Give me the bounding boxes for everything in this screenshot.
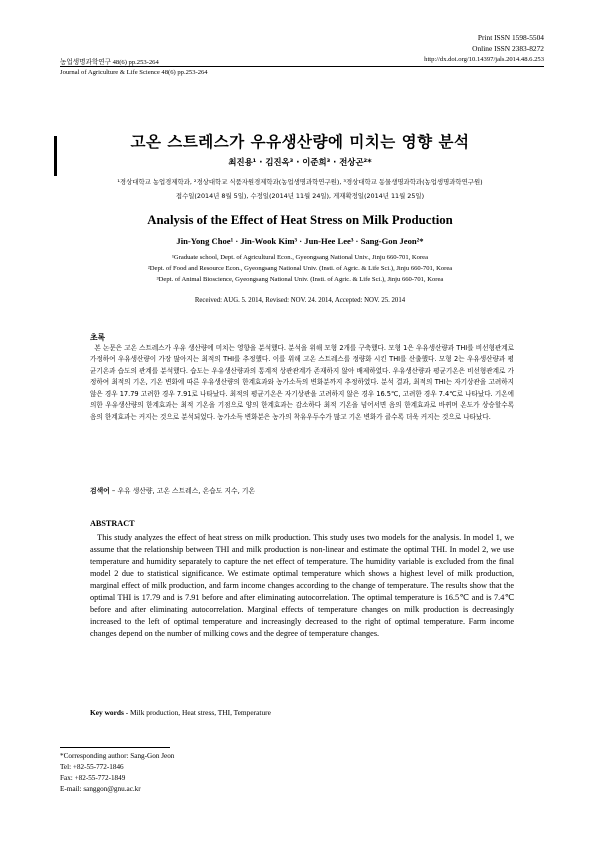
english-authors: Jin-Yong Choe¹ · Jin-Wook Kim³ · Jun-Hee Lee³ · Sang-Gon Jeon²* [176,236,424,246]
english-abstract-text: This study analyzes the effect of heat stress on milk production. This study uses two models for the analysis. In model 1, we assume that the relationship between THI and milk production is non-linear and estimate the optimal THI. In model 2, we use temperature and humidity separately to capture the net effect of temperature. The humidity variable is excluded from the final model 2 due to statistical significance. We estimate optimal temperature which shows a highest level of milk production, marginal effect of milk production, and farm income changes according to the change of temperature. The results show that the optimal THI is 17.79 and is 7.91 before and after eliminating autocorrelation. The optimal temperature is 16.5℃ and is 7.4℃ before and after eliminating autocorrelation. Marginal effects of temperature changes on milk production is decreasingly increased to the left of optimal temperature and increasingly decreased to the right of optimal temperature. Farm income changes depend on the number of milking cows and the degree of temperature changes. [90,533,514,639]
header-divider [60,66,544,67]
english-title: Analysis of the Effect of Heat Stress on Milk Production [147,213,453,227]
korean-dates: 접수일(2014년 8월 5일), 수정일(2014년 11월 24일), 게재확정일(2014년 11월 25일) [175,192,425,200]
korean-keywords: 검색어 – 우유 생산량, 고온 스트레스, 온습도 지수, 기온 [90,487,256,495]
footnote [60,751,174,795]
korean-abstract-body [90,343,514,423]
korean-abstract-text: 본 논문은 고온 스트레스가 우유 생산량에 미치는 영향을 분석했다. 분석을 위해 모형 2개를 구축했다. 모형 1은 우유생산량과 THI를 비선형관계로 가정하여 우유생산량이 가장 많아지는 최적의 THI를 추정했다. 이를 위해 고온 스트레스를 정량화 시킨 THI를 산출했다. 모형 2는 우유생산량과 평균기온과 습도의 관계를 분석했다. 습도는 우유생산량과의 통계적 상관관계가 존재하지 않아 배제하였다. 우유생산량과 평균기온은 비선형관계로 가정하여 최적의 기온, 기온 변화에 따른 우유생산량의 한계효과와 농가소득의 변화분까지 추정하였다. 분석 결과, 최적의 THI는 자기상관을 고려하지 않은 경우 17.79 고려한 경우 7.91로 나타났다. 최적의 평균기온은 자기상관을 고려하지 않은 경우 16.5℃, 고려한 경우 7.4℃로 나타났다. 기온에 의한 우유생산량의 한계효과는 최적 기온을 기점으로 양의 한계효과는 감소하다 최적 기온을 넘어서면 음의 한계효과로 바뀌며 온도가 상승할수록 음의 한계효과는 커지는 것으로 분석되었다. 농가소득 변화분은 농가의 착유우두수가 많고 기온 변화가 클수록 더욱 커지는 것으로 나타났다. [90,344,514,421]
english-affiliation-3: ³Dept. of Animal Bioscience, Gyeongsang National Univ. (Insti. of Agric. & Life Sci.), Jinju 660-701, Korea [156,276,444,283]
korean-title: 고온 스트레스가 우유생산량에 미치는 영향 분석 [130,133,470,151]
english-abstract-body [90,532,514,640]
english-affiliation-2: ²Dept. of Food and Resource Econ., Gyeongsang National Univ. (Insti. of Agric. & Life Sci.), Jinju 660-701, Korea [147,265,453,272]
doi-link[interactable]: http://dx.doi.org/10.14397/jals.2014.48.6.253 [424,56,544,63]
korean-authors: 최진용¹ · 김진옥³ · 이준희³ · 전상곤²* [228,157,372,167]
english-keywords: Key words - Milk production, Heat stress, THI, Temperature [90,708,271,717]
english-affiliation-1: ¹Graduate school, Dept. of Agricultural Econ., Gyeongsang National Univ., Jinju 660-701, Korea [171,254,429,261]
author-email[interactable]: E-mail: sanggon@gnu.ac.kr [60,785,141,793]
english-keywords-label: Key words [90,708,124,717]
journal-korean: 농업생명과학연구 48(6) pp.253-264 [60,59,159,66]
author-fax: Fax: +82-55-772-1849 [60,774,126,782]
korean-keywords-label: 검색어 [90,487,110,495]
print-issn: Print ISSN 1598-5504 [477,33,544,42]
korean-keywords-text: 우유 생산량, 고온 스트레스, 온습도 지수, 기온 [117,487,256,495]
english-abstract-heading: ABSTRACT [90,519,135,528]
footnote-divider [60,747,170,748]
corresponding-author: *Corresponding author: Sang-Gon Jeon [60,752,175,760]
english-keywords-text: Milk production, Heat stress, THI, Temperature [130,708,271,717]
online-issn: Online ISSN 2383-8272 [472,44,544,53]
korean-affiliation: ¹경상대학교 농업경제학과, ²경상대학교 식품자원경제학과(농업생명과학연구원), ³경상대학교 동물생명과학과(농업생명과학연구원) [117,178,483,186]
journal-english: Journal of Agriculture & Life Science 48(6) pp.253-264 [60,69,208,76]
author-tel: Tel: +82-55-772-1846 [60,763,124,771]
english-dates: Received: AUG. 5. 2014, Revised: NOV. 24. 2014, Accepted: NOV. 25. 2014 [194,297,406,304]
korean-abstract-heading: 초록 [90,333,106,342]
